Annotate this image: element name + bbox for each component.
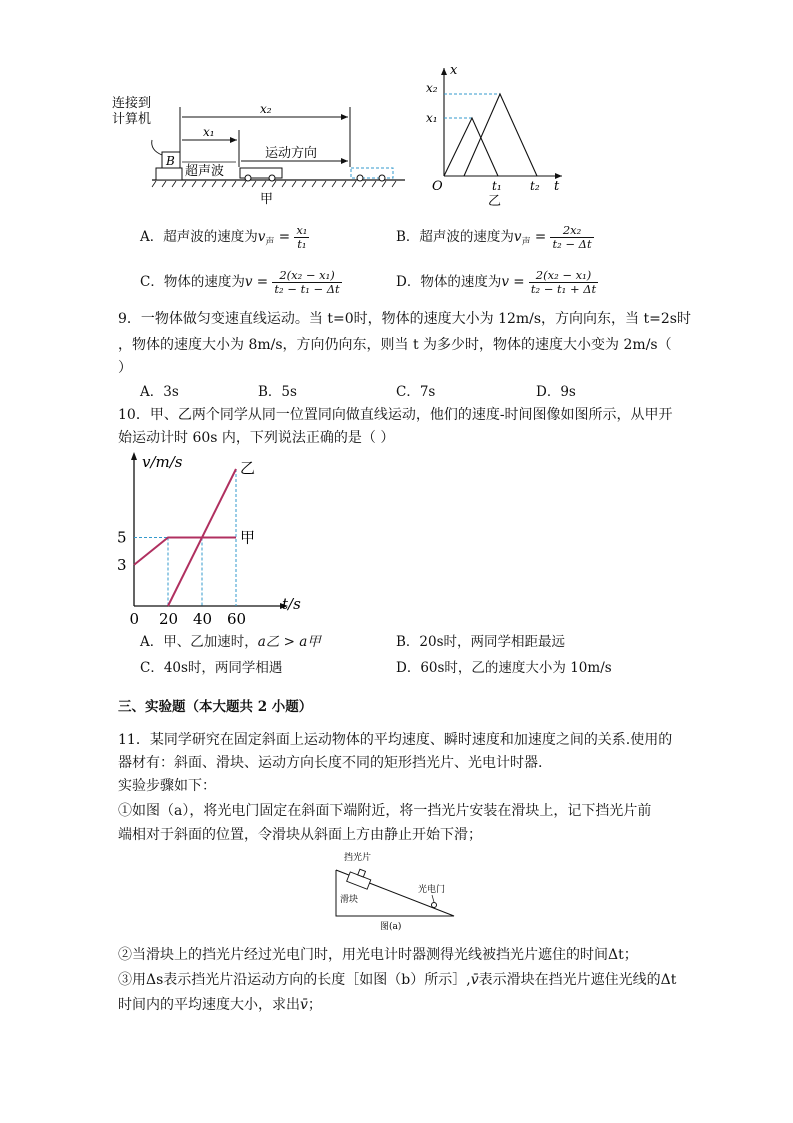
series-label-1: 乙: [240, 459, 256, 477]
q8-d-num: 2(x₂ − x₁): [529, 269, 598, 283]
q8-b-var: v: [513, 229, 522, 245]
q10-option-b: B．20s时，两同学相距最远: [396, 634, 566, 650]
label-x2: x₂: [260, 102, 272, 116]
figure-jia: [110, 95, 410, 210]
label-block: 滑块: [340, 895, 359, 905]
label-x-axis: t: [554, 179, 560, 194]
q8-a-num: x₁: [296, 223, 308, 237]
q8-a-sub: 声: [265, 237, 275, 248]
q8-b-den: t₂ − Δt: [552, 237, 592, 251]
section-3-title: 三、实验题（本大题共 2 小题）: [118, 699, 313, 715]
q9-option-c: C．7s: [396, 384, 436, 400]
q8-d-den: t₂ − t₁ + Δt: [530, 282, 597, 296]
q11-step-2: ②当滑块上的挡光片经过光电门时，用光电计时器测得光线被挡光片遮住的时间Δt；: [118, 947, 638, 963]
q11-step-3b-tail: ；: [307, 997, 322, 1013]
q10-option-d: D．60s时，乙的速度大小为 10m/s: [396, 660, 612, 676]
q10-line-1: 10．甲、乙两个同学从同一位置同向做直线运动，他们的速度-时间图像如图所示，从甲开: [118, 407, 673, 423]
x-axis-label: t/s: [282, 595, 301, 613]
q8-c-text: C．物体的速度为: [140, 274, 245, 290]
label-connect-1: 连接到: [112, 96, 152, 111]
label-shade: 挡光片: [344, 853, 372, 863]
figure-yi: [422, 62, 572, 212]
label-B: B: [166, 154, 175, 168]
x-tick-40: 40: [193, 610, 213, 628]
label-origin: O: [432, 179, 443, 194]
q11-line-3: 实验步骤如下：: [118, 778, 216, 794]
label-x2-axis: x₂: [426, 81, 438, 95]
q10-a-text: A．甲、乙加速时，: [140, 634, 258, 650]
q8-a-text: A．超声波的速度为: [140, 229, 258, 245]
q8-a-frac: [294, 224, 309, 251]
q10-option-c: C．40s时，两同学相遇: [140, 660, 283, 676]
q8-c-num: 2(x₂ − x₁): [272, 269, 341, 283]
q8-d-var: v: [501, 274, 509, 290]
q8-a-var: v: [257, 229, 266, 245]
label-x1-axis: x₁: [426, 111, 438, 125]
q8-d-frac: [529, 269, 598, 296]
q8-a-den: t₁: [297, 237, 307, 251]
y-tick-5: 5: [117, 528, 127, 547]
q11-step-3b-text: 时间内的平均速度大小，求出: [118, 997, 300, 1013]
q8-b-num: 2x₂: [550, 224, 593, 238]
q8-option-b: B．超声波的速度为$v_声$ = $\frac{\text{2x₂}}{\text{t₂ − Δt}}$: [396, 223, 592, 251]
q11-step-3a-text: ③用Δs表示挡光片沿运动方向的长度［如图（b）所示］,: [118, 972, 471, 988]
q11-line-1: 11．某同学研究在固定斜面上运动物体的平均速度、瞬时速度和加速度之间的关系.使用的: [118, 732, 673, 748]
q8-option-c: C．物体的速度为v = $\frac{\text{2(x₂ − x₁)}}{\text{t₂ − t₁ − Δt}}$: [140, 268, 340, 296]
q11-step-3a-tail: 表示滑块在挡光片遮住光线的Δt: [478, 972, 677, 988]
label-ultrasonic: 超声波: [185, 164, 225, 179]
q9-line-1: 9．一物体做匀变速直线运动。当 t=0时，物体的速度大小为 12m/s，方向向东，当 t=2s时: [118, 311, 691, 327]
q11-step-1a: ①如图（a），将光电门固定在斜面下端附近，将一挡光片安装在滑块上，记下挡光片前: [118, 803, 652, 819]
caption-fig-a: 图(a): [380, 922, 402, 932]
q8-c-den: t₂ − t₁ − Δt: [274, 282, 340, 296]
y-tick-3: 3: [117, 555, 127, 574]
x-tick-0: 0: [129, 610, 140, 628]
q8-b-frac: [550, 224, 593, 251]
label-connect-2: 计算机: [112, 112, 152, 127]
label-gate: 光电门: [418, 885, 446, 895]
q11-line-2: 器材有：斜面、滑块、运动方向长度不同的矩形挡光片、光电计时器.: [118, 755, 543, 771]
q11-step-3a: [118, 970, 676, 990]
q10-option-a: [140, 632, 321, 652]
q9-option-b: B．5s: [258, 384, 297, 400]
q10-a-expr: a乙 > a甲: [257, 634, 321, 650]
q11-step-1b: 端相对于斜面的位置，令滑块从斜面上方由静止开始下滑；: [118, 827, 482, 843]
q11-step-3b-v: v̄: [300, 997, 308, 1013]
y-axis-arrow: [131, 452, 137, 460]
label-x1: x₁: [203, 125, 215, 139]
label-t1: t₁: [492, 179, 502, 193]
label-t2: t₂: [530, 179, 540, 193]
series-label-0: 甲: [240, 528, 256, 547]
q8-option-a: A．超声波的速度为$v_声$ = $\frac{\text{x₁}}{\text{t₁}}$: [140, 223, 308, 251]
q11-step-3b: [118, 995, 322, 1015]
x-tick-60: 60: [227, 610, 247, 628]
x-tick-20: 20: [159, 610, 179, 628]
series-line-0: [134, 538, 236, 565]
q8-d-text: D．物体的速度为: [396, 274, 502, 290]
q9-option-d: D．9s: [536, 384, 576, 400]
caption-jia: 甲: [260, 192, 274, 207]
caption-yi: 乙: [488, 194, 502, 209]
q8-b-sub: 声: [521, 237, 531, 248]
q8-option-d: D．物体的速度为v = $\frac{\text{2(x₂ − x₁)}}{\text{t₂ − t₁ + Δt}}$: [396, 268, 597, 296]
y-axis-label: v/m/s: [142, 453, 183, 471]
q10-line-2: 始运动计时 60s 内，下列说法正确的是（ ）: [118, 430, 395, 446]
q9-line-2: ，物体的速度大小为 8m/s，方向仍向东，则当 t 为多少时，物体的速度大小变为 2m/s（: [118, 337, 672, 353]
label-y-axis: x: [450, 63, 458, 78]
q8-c-var: v: [244, 274, 253, 290]
label-motion: 运动方向: [265, 146, 318, 161]
figure-a: [330, 850, 460, 932]
vt-chart: [110, 448, 310, 628]
q8-c-frac: [272, 269, 341, 296]
q9-option-a: A．3s: [140, 384, 179, 400]
q11-step-3a-v: v̄: [470, 972, 479, 988]
q8-b-text: B．超声波的速度为: [396, 229, 514, 245]
q9-line-3: ）: [118, 360, 132, 376]
